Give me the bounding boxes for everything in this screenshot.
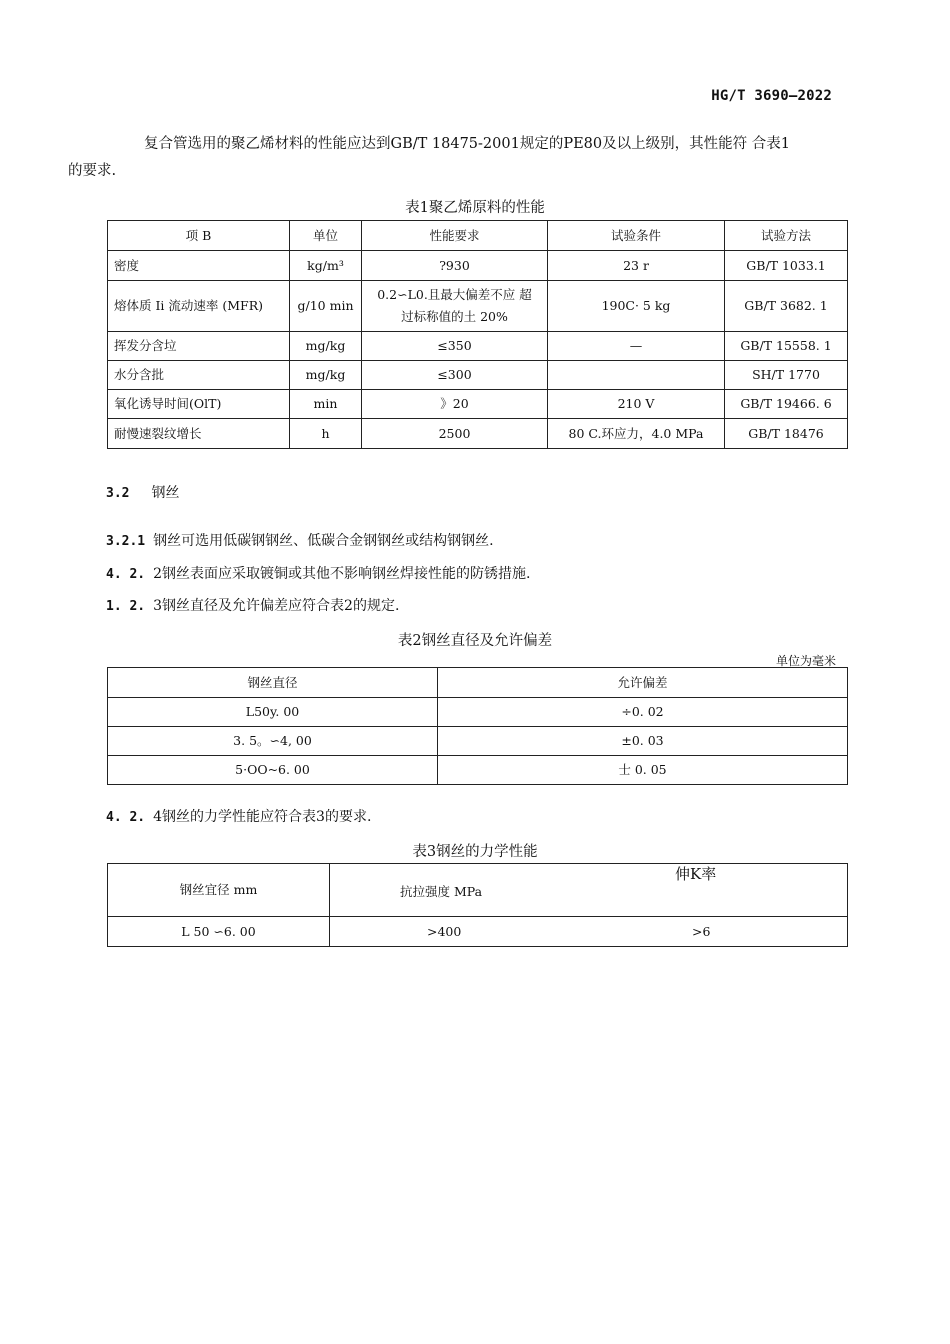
table2-unit-note: 单位为毫米 — [775, 654, 836, 668]
table1-caption: 表1聚乙烯原料的性能 — [405, 200, 545, 216]
document-number: HG/T 3690—2022 — [711, 88, 832, 104]
table1-cell-method: SH/T 1770 — [725, 361, 848, 390]
table-row — [108, 361, 848, 390]
table1-cell-condition: 190C· 5 kg — [548, 281, 725, 332]
table2-cell-diameter: 3. 5。∽4, 00 — [108, 727, 438, 756]
table1-cell-unit: g/10 min — [290, 281, 362, 332]
table1-cell-item: 密度 — [108, 251, 290, 281]
table2-wire-diameter-tolerance — [107, 667, 848, 785]
table2-header-tolerance: 允许偏差 — [438, 668, 848, 698]
table2-caption: 表2钢丝直径及允许偏差 — [397, 633, 553, 649]
table1-cell-requirement: 》20 — [362, 390, 548, 419]
section-3-2-heading — [106, 482, 179, 502]
table1-cell-item: 挥发分含垃 — [108, 332, 290, 361]
table1-cell-item: 氧化诱导时间(OlT) — [108, 390, 290, 419]
section-number: 4. 2. — [106, 810, 146, 825]
table1-cell-unit: min — [290, 390, 362, 419]
table1-cell-unit: kg/m³ — [290, 251, 362, 281]
section-number: 3.2.1 — [106, 534, 146, 549]
table3-cell-values — [330, 917, 848, 947]
section-number: 3.2 — [106, 486, 130, 501]
section-text: 4钢丝的力学性能应符合表3的要求. — [153, 809, 372, 825]
table3-header-diameter: 钢丝宜径 mm — [108, 864, 330, 917]
table1-cell-requirement: ?930 — [362, 251, 548, 281]
table1-header-item: 项 B — [108, 221, 290, 251]
table1-header-requirement: 性能要求 — [362, 221, 548, 251]
table2-cell-diameter: L50y. 00 — [108, 698, 438, 727]
table1-cell-method: GB/T 18476 — [725, 419, 848, 449]
table1-cell-unit: mg/kg — [290, 361, 362, 390]
table2-cell-tolerance: ÷0. 02 — [438, 698, 848, 727]
section-3-2-1 — [106, 530, 494, 550]
table3-header-row — [108, 864, 848, 917]
table3-header-elongation: 伸K率 — [675, 865, 717, 883]
section-text: 3钢丝直径及允许偏差应符合表2的规定. — [153, 598, 400, 614]
table1-cell-condition: 23 r — [548, 251, 725, 281]
table1-header-unit: 单位 — [290, 221, 362, 251]
table2-header-row — [108, 668, 848, 698]
table1-cell-condition: — — [548, 332, 725, 361]
table-row — [108, 917, 848, 947]
table1-polyethylene-properties — [107, 220, 848, 449]
section-3-2-4 — [106, 806, 371, 826]
table2-cell-diameter: 5·OO~6. 00 — [108, 756, 438, 785]
table1-header-method: 试验方法 — [725, 221, 848, 251]
table3-cell-diameter: L 50 ∽6. 00 — [108, 917, 330, 947]
table1-cell-item: 水分含批 — [108, 361, 290, 390]
intro-line-1: 复合管选用的聚乙烯材料的性能应达到GB/T 18475-2001规定的PE80及以上级别，其性能符 合表1 — [144, 136, 790, 152]
table1-cell-requirement — [362, 281, 548, 332]
table1-req-line-1: 0.2∽L0.且最大偏差不应 超 — [377, 287, 532, 302]
table3-wire-mechanical-properties — [107, 863, 848, 947]
table1-cell-requirement: ≤300 — [362, 361, 548, 390]
table3-cell-strength: >400 — [427, 924, 462, 939]
intro-paragraph — [68, 131, 844, 185]
section-3-2-3 — [106, 595, 399, 615]
table3-header-strength: 抗拉强度 MPa — [400, 884, 483, 899]
table-row — [108, 281, 848, 332]
section-text: 2钢丝表面应采取镀铜或其他不影响钢丝焊接性能的防锈措施. — [153, 566, 531, 582]
table-row — [108, 251, 848, 281]
section-3-2-2 — [106, 563, 531, 583]
table-row — [108, 756, 848, 785]
section-title: 钢丝 — [151, 485, 180, 501]
table2-header-diameter: 钢丝直径 — [108, 668, 438, 698]
table3-header-properties — [330, 864, 848, 917]
table-row — [108, 698, 848, 727]
table1-cell-item: 耐慢速裂纹增长 — [108, 419, 290, 449]
intro-line-2: 的要求. — [68, 163, 117, 179]
table1-cell-method: GB/T 19466. 6 — [725, 390, 848, 419]
table-row — [108, 727, 848, 756]
table-row — [108, 419, 848, 449]
table1-cell-unit: mg/kg — [290, 332, 362, 361]
table2-cell-tolerance: ±0. 03 — [438, 727, 848, 756]
table2-cell-tolerance: 士 0. 05 — [438, 756, 848, 785]
section-number: 1. 2. — [106, 599, 146, 614]
table1-cell-requirement: 2500 — [362, 419, 548, 449]
table-row — [108, 390, 848, 419]
table1-cell-condition: 210 V — [548, 390, 725, 419]
table1-cell-requirement: ≤350 — [362, 332, 548, 361]
table1-header-row — [108, 221, 848, 251]
table1-cell-method: GB/T 3682. 1 — [725, 281, 848, 332]
section-number: 4. 2. — [106, 567, 146, 582]
section-text: 钢丝可选用低碳钢钢丝、低碳合金钢钢丝或结构钢钢丝. — [153, 533, 494, 549]
table3-caption: 表3钢丝的力学性能 — [412, 844, 538, 860]
table1-cell-condition: 80 C.环应力，4.0 MPa — [548, 419, 725, 449]
table1-cell-condition — [548, 361, 725, 390]
table1-req-line-2: 过标称值的土 20% — [401, 309, 508, 324]
table1-cell-method: GB/T 1033.1 — [725, 251, 848, 281]
table1-header-condition: 试验条件 — [548, 221, 725, 251]
table-row — [108, 332, 848, 361]
table3-cell-elongation: >6 — [692, 924, 711, 939]
table1-cell-item: 熔体质 Ii 流动速率 (MFR) — [108, 281, 290, 332]
table1-cell-method: GB/T 15558. 1 — [725, 332, 848, 361]
table1-cell-unit: h — [290, 419, 362, 449]
